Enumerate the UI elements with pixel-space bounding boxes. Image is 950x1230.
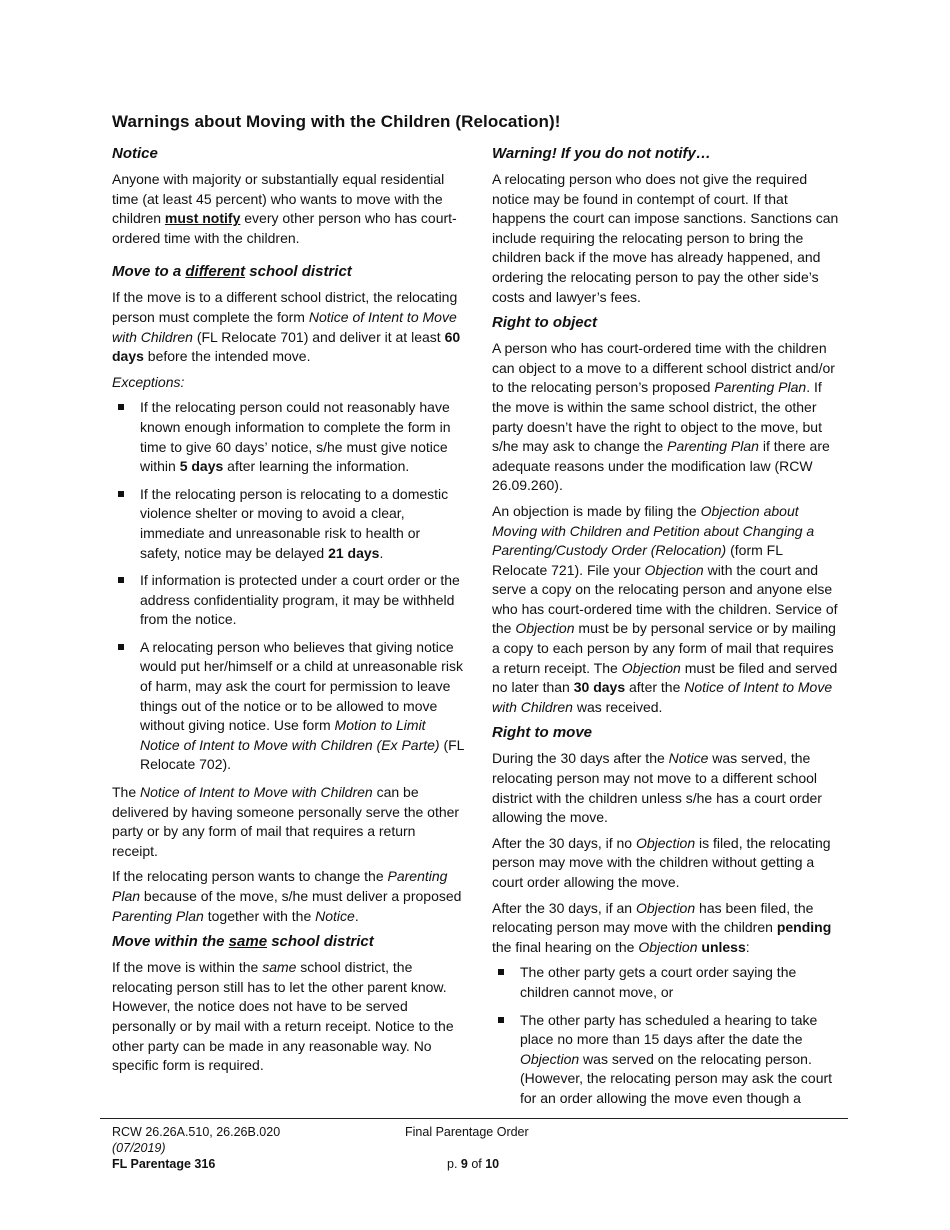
exception-text xyxy=(140,639,464,773)
text-run: was served on the relocating person. (However, the relocating person may ask the court for an order allowing the move even though a xyxy=(520,1050,833,1106)
left-column xyxy=(112,144,464,1082)
exception-text xyxy=(140,486,448,561)
text-run: Parenting Plan xyxy=(112,868,448,904)
text-run: Objection xyxy=(644,561,704,578)
footer-form-name: Final Parentage Order xyxy=(405,1125,529,1139)
text-run: If the move is within the xyxy=(112,959,263,976)
text-run: was received. xyxy=(572,698,663,715)
bullet-icon xyxy=(118,577,124,583)
text-run: Notice of Intent to Move with Children xyxy=(140,784,373,801)
text-run: Move within the xyxy=(112,933,229,951)
footer-divider xyxy=(100,1118,848,1119)
text-run: after learning the information. xyxy=(223,458,410,475)
text-run: During the 30 days after the xyxy=(492,750,669,767)
move-condition-item xyxy=(492,963,840,1002)
text-run: (form FL Relocate 721). File your xyxy=(492,542,783,578)
text-run: Move to a xyxy=(112,263,186,281)
move-conditions-list xyxy=(492,963,840,1108)
right-to-move-heading: Right to move xyxy=(492,724,592,742)
text-run: if there are adequate reasons under the modification law (RCW 26.09.260). xyxy=(492,438,830,494)
notice-heading: Notice xyxy=(112,145,158,162)
text-run: After the 30 days, if no xyxy=(492,834,636,851)
text-run: Objection xyxy=(515,620,575,637)
text-run: must be by personal service or by mailing a copy to each person by any form of mail that requires a return receipt. The xyxy=(492,620,836,676)
text-run: If information is protected under a court order or the address confidentiality program, it may be withheld from the notice. xyxy=(140,572,460,628)
exception-item xyxy=(112,571,464,630)
text-run: together with the xyxy=(203,907,316,924)
page-prefix: p. xyxy=(447,1157,461,1171)
right-to-object-paragraph-1 xyxy=(492,339,840,496)
bullet-icon xyxy=(118,491,124,497)
text-run: Parenting Plan xyxy=(714,379,807,396)
bullet-icon xyxy=(118,644,124,650)
notice-paragraph xyxy=(112,170,464,248)
text-run: A relocating person who does not give the required notice may be found in contempt of court. If that happens the court can impose sanctions. Sanctions can include requiring the relocating person to bring the children back if the move has already happened, and ordering the relocating person to pay the other side’s costs and lawyer’s fees. xyxy=(492,171,839,305)
text-run: An objection is made by filing the xyxy=(492,502,701,519)
delivery-paragraph xyxy=(112,783,464,861)
right-to-object-paragraph-2 xyxy=(492,502,840,718)
footer-left xyxy=(112,1124,372,1172)
text-run: Notice of Intent to Move with Children xyxy=(492,679,833,715)
bullet-icon xyxy=(498,969,504,975)
page-of: of xyxy=(467,1157,486,1171)
text-run: The xyxy=(112,784,141,801)
text-run: same xyxy=(228,933,268,951)
text-run: Parenting Plan xyxy=(667,438,759,455)
move-condition-text xyxy=(520,1012,832,1106)
text-run: Notice xyxy=(668,750,709,767)
text-run: Objection xyxy=(520,1050,580,1067)
text-run: same xyxy=(262,959,297,976)
page-number xyxy=(447,1156,605,1172)
different-district-heading xyxy=(112,262,464,282)
different-district-paragraph xyxy=(112,288,464,366)
text-run: different xyxy=(185,263,246,281)
footer-form-id: FL Parentage 316 xyxy=(112,1157,216,1171)
text-run: Notice xyxy=(315,907,355,924)
text-run: . xyxy=(379,544,384,561)
text-run: Objection xyxy=(635,834,696,851)
footer-date: (07/2019) xyxy=(112,1141,166,1155)
text-run: . xyxy=(354,907,359,924)
text-run: 5 days xyxy=(179,458,224,475)
text-run: Objection xyxy=(635,899,696,916)
text-run: school district, the relocating person still has to let the other parent know. However, the notice does not have to be served personally or by mail with a return receipt. Notice to the other party can be made in any reasonable way. No specific form is required. xyxy=(112,959,454,1074)
text-run: school district xyxy=(245,263,352,281)
text-run: can be delivered by having someone personally serve the other party or by any form of mail that requires a return receipt. xyxy=(112,784,460,859)
exception-item xyxy=(112,638,464,775)
text-run: The other party gets a court order saying the children cannot move, or xyxy=(520,964,797,1000)
text-run: (FL Relocate 702). xyxy=(140,736,464,773)
text-run: must notify xyxy=(164,210,241,227)
text-run: Anyone with majority or substantially equal residential time (at least 45 percent) who wants to move with the children xyxy=(112,171,445,227)
exception-item xyxy=(112,485,464,563)
footer-rcw: RCW 26.26A.510, 26.26B.020 xyxy=(112,1125,281,1139)
text-run: Motion to Limit Notice of Intent to Move with Children (Ex Parte) xyxy=(140,717,440,753)
text-run: unless xyxy=(701,938,746,955)
text-run: Objection xyxy=(638,938,698,955)
text-run: the final hearing on the xyxy=(492,938,639,955)
text-run: 60 days xyxy=(112,328,461,365)
right-column xyxy=(492,144,840,1117)
warning-paragraph xyxy=(492,170,840,307)
right-to-object-heading: Right to object xyxy=(492,314,597,332)
text-run: must be filed and served no later than xyxy=(492,659,838,696)
text-run: was served, the relocating person may not move to a different school district with the children unless s/he has a court order allowing the move. xyxy=(492,750,822,826)
exception-item xyxy=(112,398,464,476)
text-run: . If the move is within the same school district, the other party doesn’t have the right to object to the move, but s/he may ask to change the xyxy=(492,379,822,455)
text-run: The other party has scheduled a hearing to take place no more than 15 days after the date the xyxy=(520,1011,818,1048)
text-run: If the relocating person wants to change the xyxy=(112,868,388,885)
text-run: After the 30 days, if an xyxy=(492,899,636,916)
right-to-move-paragraph-2 xyxy=(492,834,840,893)
exception-text xyxy=(140,399,451,474)
text-run: because of the move, s/he must deliver a proposed xyxy=(140,888,462,904)
bullet-icon xyxy=(118,404,124,410)
text-run: after the xyxy=(625,679,685,696)
text-run: If the relocating person could not reasonably have known enough information to complete the form in time to give 60 days’ notice, s/he must give notice within xyxy=(140,399,451,475)
same-district-paragraph xyxy=(112,958,464,1076)
text-run: before the intended move. xyxy=(143,348,311,365)
text-run: every other person who has court-ordered time with the children. xyxy=(112,210,457,246)
text-run: pending xyxy=(776,919,832,936)
page-total: 10 xyxy=(485,1157,500,1171)
text-run: : xyxy=(745,938,750,955)
right-to-move-paragraph-3 xyxy=(492,899,840,958)
text-run: has been filed, the relocating person may move with the children xyxy=(492,899,814,936)
move-condition-item xyxy=(492,1011,840,1109)
text-run: Notice of Intent to Move with Children xyxy=(112,308,457,345)
text-run: with the court and serve a copy on the relocating person and anyone else who has court-ordered time with the children. Service of the xyxy=(492,561,838,637)
text-run: Objection about Moving with Children and Petition about Changing a Parenting/Custody Order (Relocation) xyxy=(492,502,815,559)
exceptions-label: Exceptions: xyxy=(112,373,185,390)
text-run: is filed, the relocating person may move with the children without getting a court order allowing the move. xyxy=(492,834,831,890)
right-to-move-paragraph-1 xyxy=(492,749,840,827)
exceptions-list xyxy=(112,398,464,775)
text-run: (FL Relocate 701) and deliver it at least xyxy=(192,328,445,345)
text-run: 21 days xyxy=(328,544,380,561)
exception-text xyxy=(140,572,460,627)
move-condition-text xyxy=(520,964,796,1000)
text-run: If the relocating person is relocating to a domestic violence shelter or moving to avoid a clear, immediate and unreasonable risk to health or safety, notice may be delayed xyxy=(140,485,449,561)
text-run: Parenting Plan xyxy=(112,907,204,924)
text-run: school district xyxy=(267,933,374,951)
footer-center xyxy=(405,1124,605,1172)
text-run: 30 days xyxy=(573,679,626,696)
page-title: Warnings about Moving with the Children (Relocation)! xyxy=(112,112,561,131)
text-run: A relocating person who believes that giving notice would put her/himself or a child at unreasonable risk of harm, may ask the court for permission to leave things out of the notice or to be allowed to move without giving notice. Use form xyxy=(140,638,463,734)
warning-heading: Warning! If you do not notify… xyxy=(492,145,711,162)
text-run: If the move is to a different school district, the relocating person must complete the form xyxy=(112,289,458,325)
bullet-icon xyxy=(498,1017,504,1023)
text-run: A person who has court-ordered time with the children can object to a move to a different school district and/or to the relocating person’s proposed xyxy=(492,340,835,396)
page-current: 9 xyxy=(460,1157,468,1171)
text-run: Objection xyxy=(621,659,681,676)
same-district-heading xyxy=(112,932,464,952)
parenting-plan-paragraph xyxy=(112,867,464,926)
